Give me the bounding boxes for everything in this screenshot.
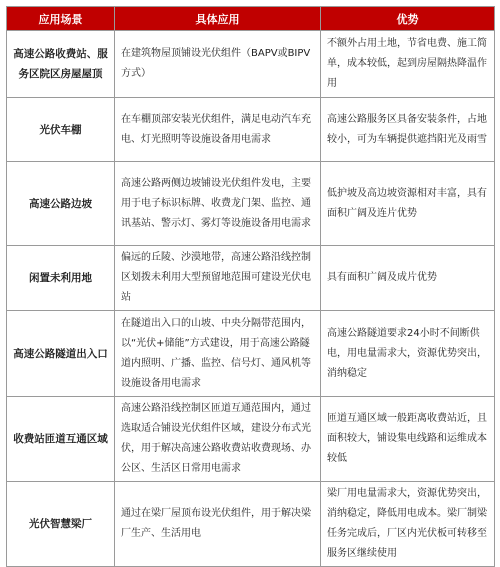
application-cell: 高速公路沿线控制区匝道互通范围内，通过选取适合铺设光伏组件区域，建设分布式光伏，用于解决高速公路收费站收费现场、办公区、生活区日常用电需求 <box>115 397 321 482</box>
application-cell: 高速公路两侧边坡铺设光伏组件发电，主要用于电子标识标牌、收费龙门架、监控、通讯基站、警示灯、雾灯等设施设备用电需求 <box>115 162 321 246</box>
advantage-cell: 匝道互通区域一般距离收费站近，且面积较大，铺设集电线路和运维成本较低 <box>321 397 495 482</box>
scene-cell: 光伏智慧梁厂 <box>7 482 115 567</box>
table-row <box>7 246 495 311</box>
scene-cell: 光伏车棚 <box>7 98 115 162</box>
advantage-cell: 具有面积广阔及成片优势 <box>321 246 495 311</box>
header-advantage: 优势 <box>321 7 495 31</box>
advantage-cell: 高速公路服务区具备安装条件，占地较小，可为车辆提供遮挡阳光及雨雪 <box>321 98 495 162</box>
scene-cell: 闲置未利用地 <box>7 246 115 311</box>
table-row <box>7 162 495 246</box>
scene-cell: 高速公路隧道出入口 <box>7 311 115 397</box>
table-row <box>7 31 495 98</box>
scene-cell: 高速公路边坡 <box>7 162 115 246</box>
table-row <box>7 482 495 567</box>
application-cell: 通过在梁厂屋顶布设光伏组件，用于解决梁厂生产、生活用电 <box>115 482 321 567</box>
scene-cell: 收费站匝道互通区域 <box>7 397 115 482</box>
table-row <box>7 397 495 482</box>
scene-cell: 高速公路收费站、服务区院区房屋屋顶 <box>7 31 115 98</box>
advantage-cell: 梁厂用电量需求大，资源优势突出，消纳稳定，降低用电成本。梁厂制梁任务完成后，厂区内光伏板可转移至服务区继续使用 <box>321 482 495 567</box>
advantage-cell: 高速公路隧道要求24小时不间断供电，用电量需求大，资源优势突出，消纳稳定 <box>321 311 495 397</box>
table-row <box>7 98 495 162</box>
header-scene: 应用场景 <box>7 7 115 31</box>
advantage-cell: 低护坡及高边坡资源相对丰富，具有面积广阔及连片优势 <box>321 162 495 246</box>
table-header-row <box>7 7 495 31</box>
application-cell: 在建筑物屋顶铺设光伏组件（BAPV或BIPV方式） <box>115 31 321 98</box>
header-application: 具体应用 <box>115 7 321 31</box>
pv-application-table <box>6 6 495 567</box>
advantage-cell: 不额外占用土地，节省电费、施工简单，成本较低，起到房屋隔热降温作用 <box>321 31 495 98</box>
table-row <box>7 311 495 397</box>
application-cell: 在隧道出入口的山坡、中央分隔带范围内，以“光伏+储能”方式建设，用于高速公路隧道内照明、广播、监控、信号灯、通风机等设施设备用电需求 <box>115 311 321 397</box>
table-container <box>6 6 494 567</box>
application-cell: 偏远的丘陵、沙漠地带，高速公路沿线控制区划拨未利用大型预留地范围可建设光伏电站 <box>115 246 321 311</box>
application-cell: 在车棚顶部安装光伏组件，满足电动汽车充电、灯光照明等设施设备用电需求 <box>115 98 321 162</box>
